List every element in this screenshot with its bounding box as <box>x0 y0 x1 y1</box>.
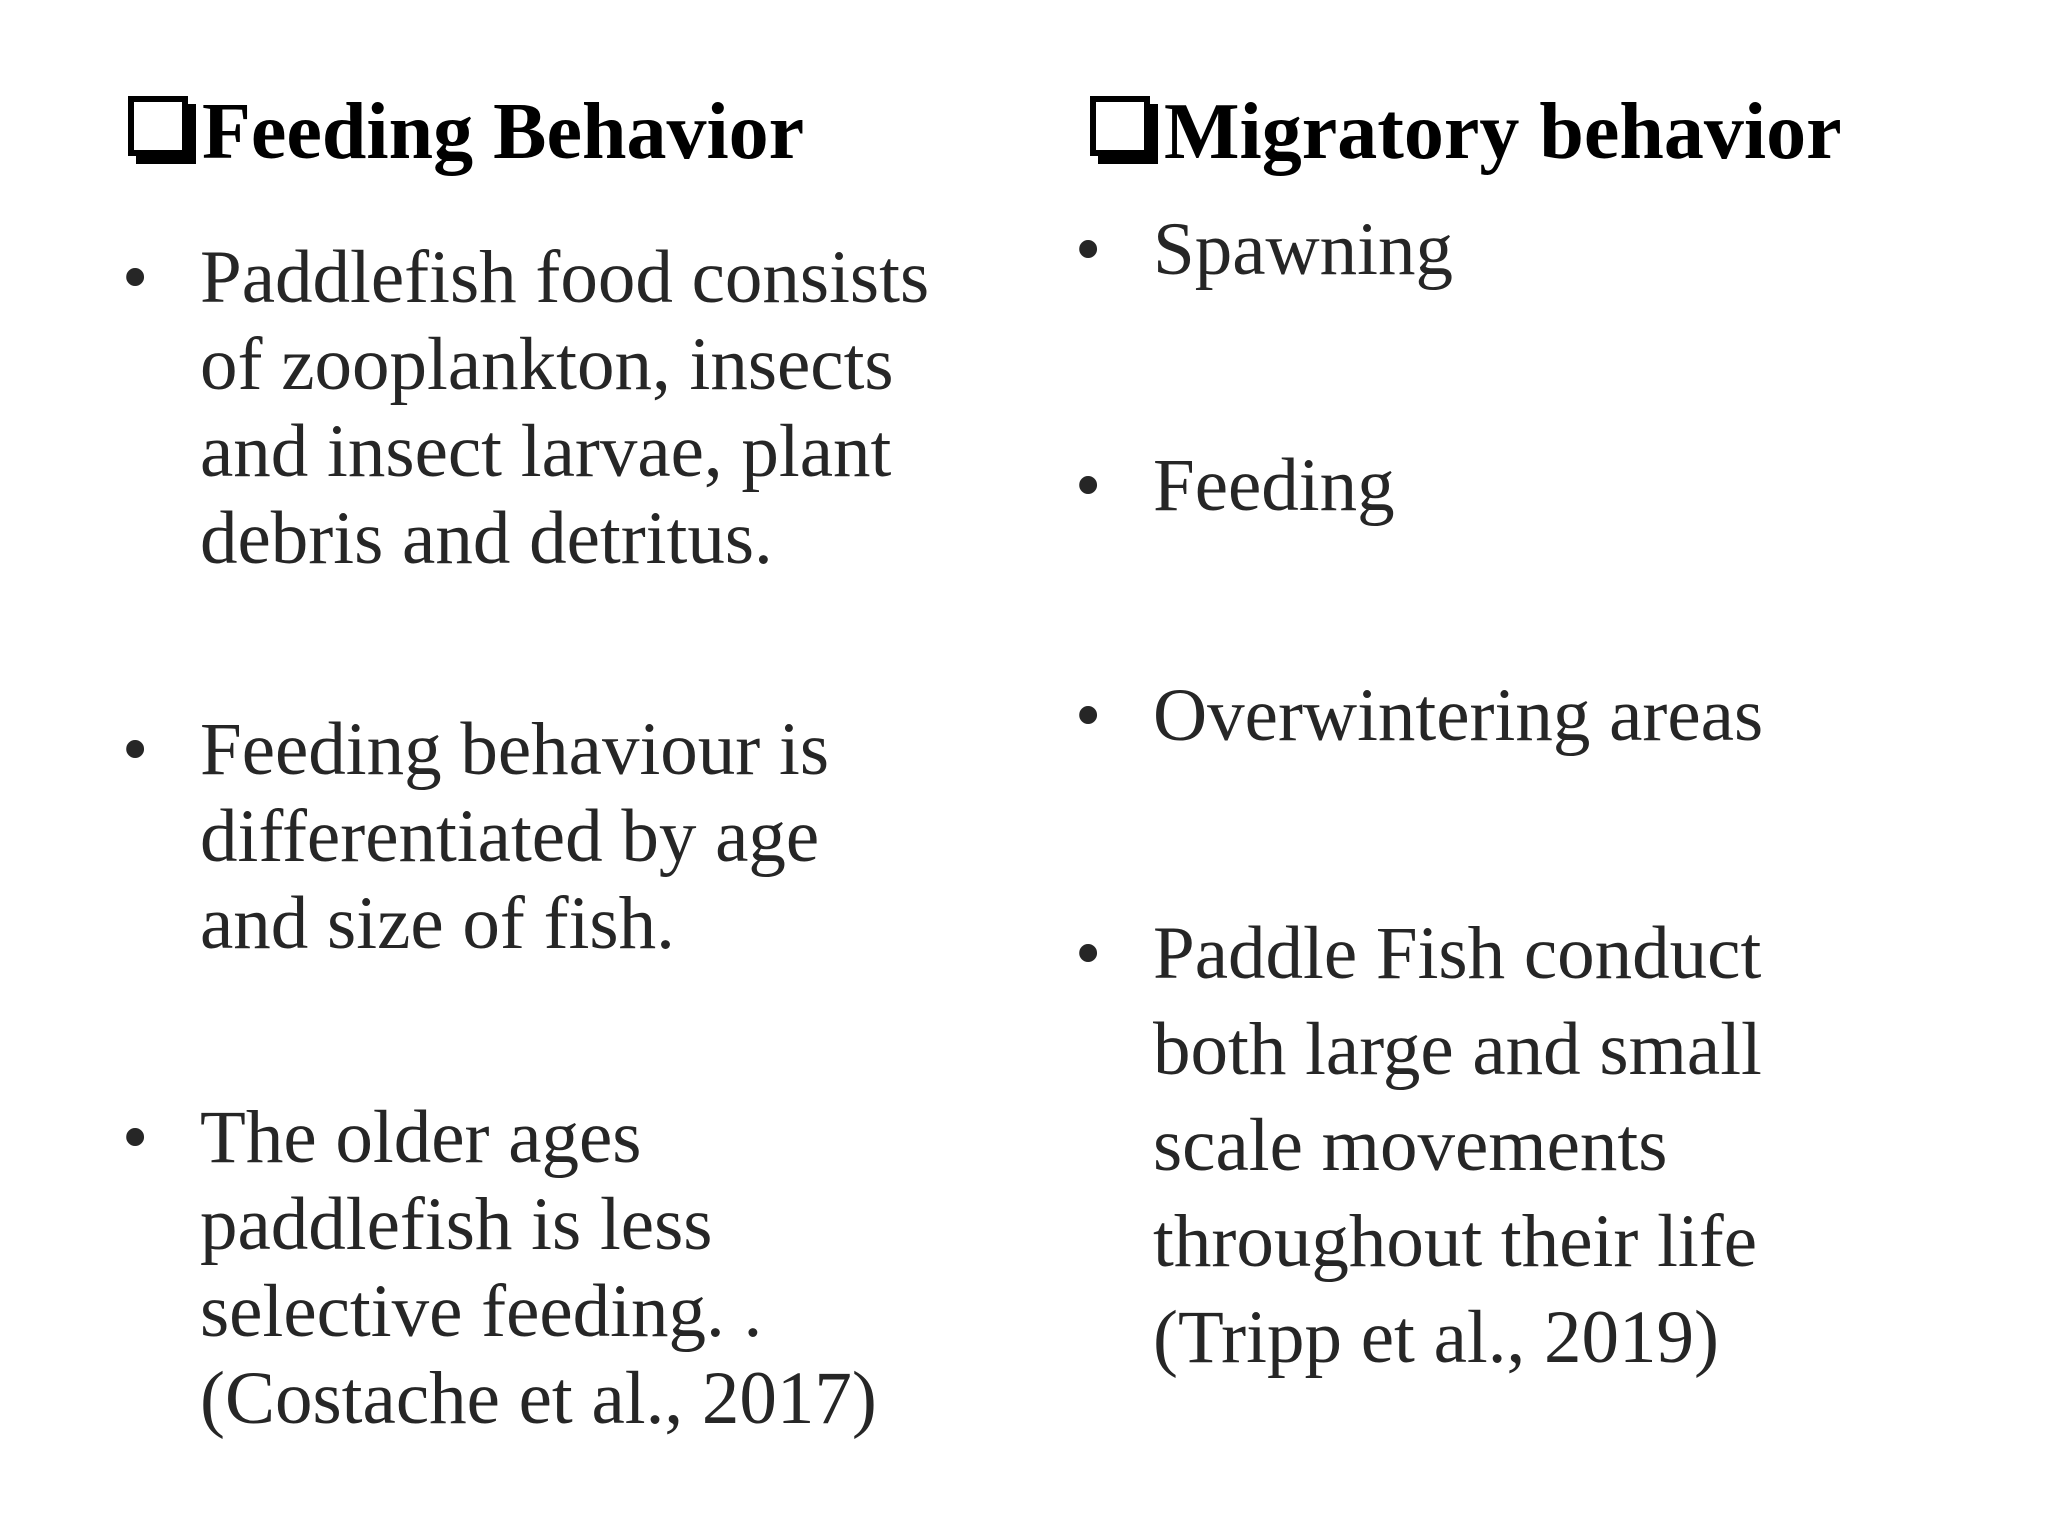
bullet-icon: • <box>122 236 149 319</box>
checkbox-square-icon <box>1090 96 1150 156</box>
list-item <box>122 234 1022 582</box>
list-item-text: The older ages paddlefish is less selective feeding. . (Costache et al., 2017) <box>200 1096 877 1440</box>
feeding-behavior-heading-text: Feeding Behavior <box>202 88 805 176</box>
list-item <box>1075 672 2035 759</box>
list-item <box>1075 206 2035 293</box>
list-item-text: Feeding <box>1153 444 1395 527</box>
migratory-behavior-heading <box>1090 88 1842 176</box>
list-item <box>122 1094 1022 1442</box>
list-item <box>122 706 1022 967</box>
bullet-icon: • <box>1075 444 1102 527</box>
feeding-behavior-heading <box>128 88 805 176</box>
list-item-text: Paddle Fish conduct both large and small scale movements throughout their life (Tripp et al., 2019) <box>1153 912 1762 1379</box>
bullet-icon: • <box>1075 674 1102 757</box>
list-item-text: Spawning <box>1153 208 1453 291</box>
checkbox-square-icon <box>128 96 188 156</box>
list-item <box>1075 442 2035 529</box>
bullet-icon: • <box>1075 208 1102 291</box>
list-item-text: Feeding behaviour is differentiated by age and size of fish. <box>200 708 830 965</box>
migratory-behavior-heading-text: Migratory behavior <box>1164 88 1842 176</box>
list-item-text: Overwintering areas <box>1153 674 1764 757</box>
bullet-icon: • <box>1075 912 1102 995</box>
list-item <box>1075 906 2035 1386</box>
bullet-icon: • <box>122 708 149 791</box>
list-item-text: Paddlefish food consists of zooplankton, insects and insect larvae, plant debris and detritus. <box>200 236 930 580</box>
bullet-icon: • <box>122 1096 149 1179</box>
